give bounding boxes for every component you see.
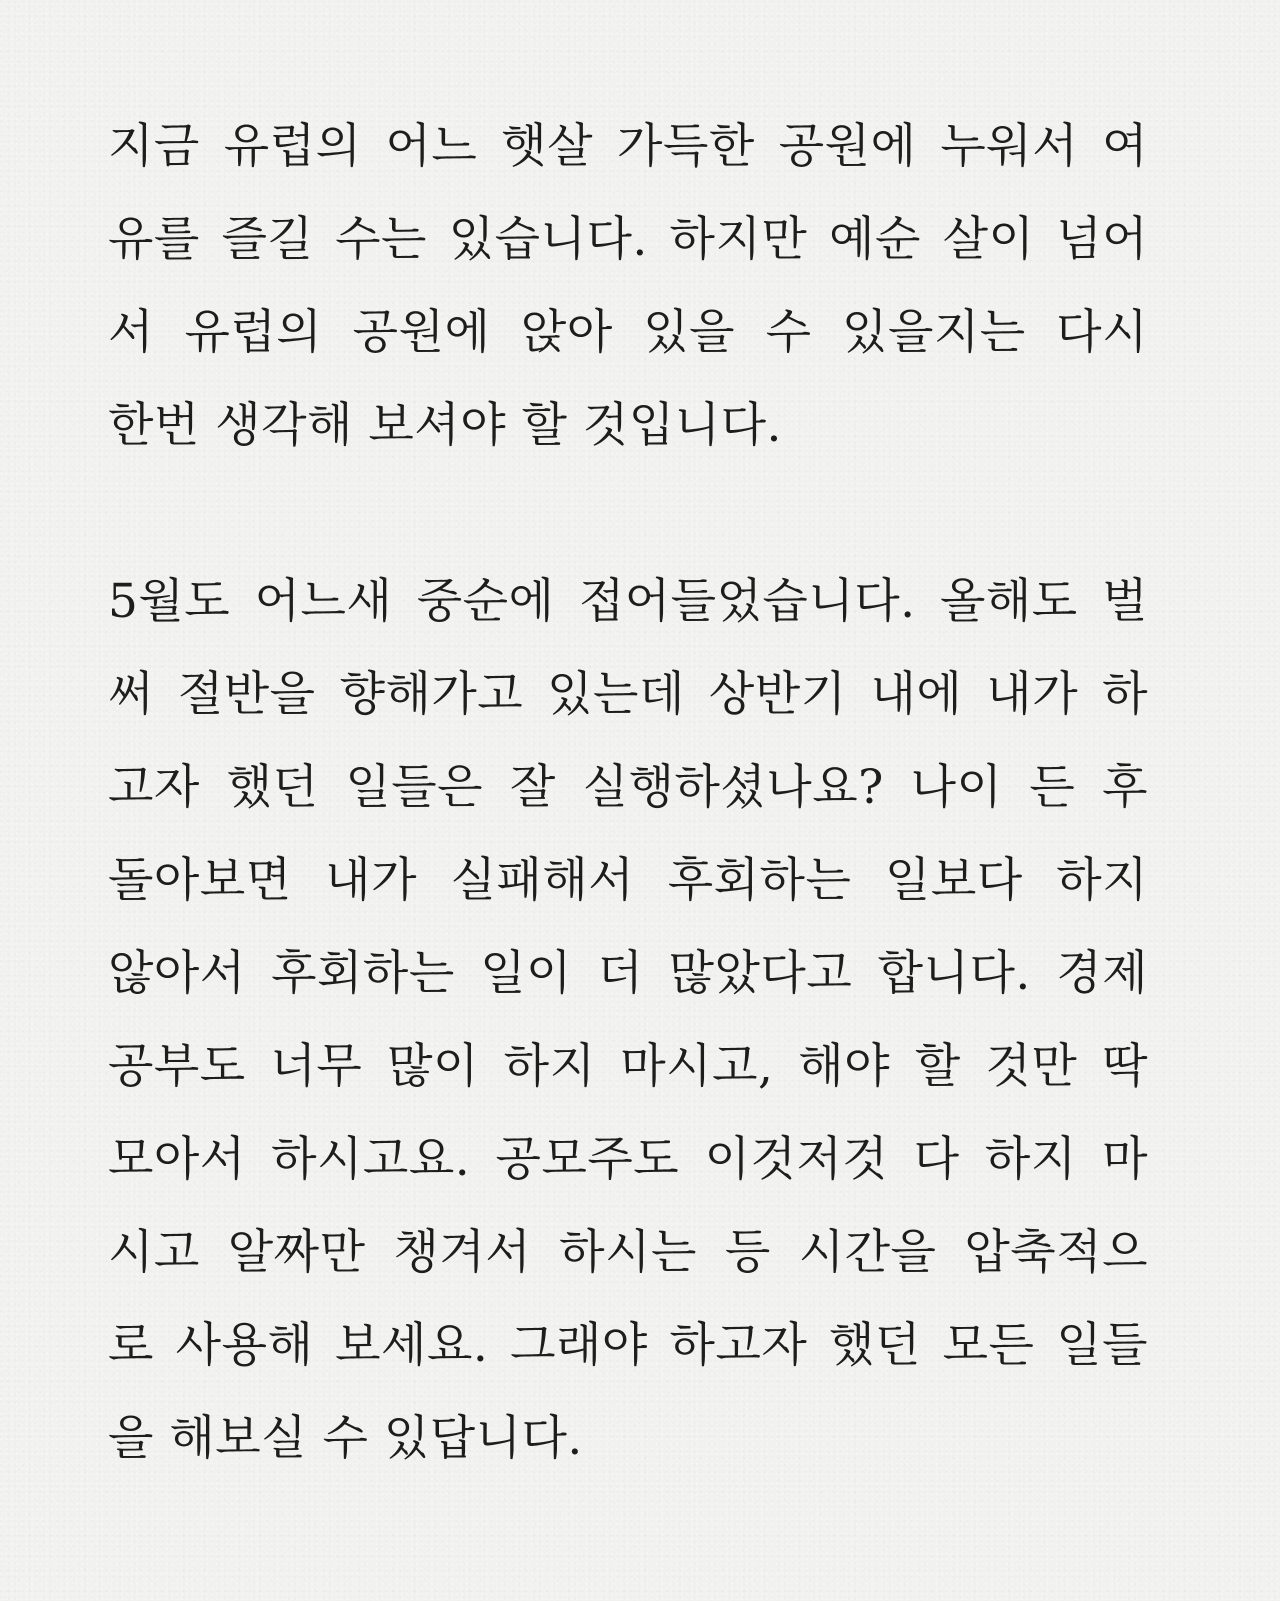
paragraph-1-line-2: 유를 즐길 수는 있습니다. 하지만 예순 살이 넘어 — [108, 212, 1148, 267]
paragraph-2-line-9: 로 사용해 보세요. 그래야 하고자 했던 모든 일들 — [108, 1318, 1148, 1373]
paragraph-1-line-1: 지금 유럽의 어느 햇살 가득한 공원에 누워서 여 — [108, 119, 1148, 174]
paragraph-2-line-6: 공부도 너무 많이 하지 마시고, 해야 할 것만 딱 — [108, 1039, 1148, 1094]
paragraph-2 — [108, 555, 1148, 1485]
paragraph-1-line-3: 서 유럽의 공원에 앉아 있을 수 있을지는 다시 — [108, 305, 1148, 360]
paragraph-2-line-1: 5월도 어느새 중순에 접어들었습니다. 올해도 벌 — [108, 574, 1148, 629]
paragraph-2-line-10: 을 해보실 수 있답니다. — [108, 1411, 583, 1466]
paragraph-2-line-5: 않아서 후회하는 일이 더 많았다고 합니다. 경제 — [108, 946, 1148, 1001]
paragraph-2-line-4: 돌아보면 내가 실패해서 후회하는 일보다 하지 — [108, 853, 1148, 908]
paragraph-1 — [108, 100, 1148, 472]
paragraph-1-line-4: 한번 생각해 보셔야 할 것입니다. — [108, 398, 782, 453]
paragraph-2-line-8: 시고 알짜만 챙겨서 하시는 등 시간을 압축적으 — [108, 1225, 1148, 1280]
paragraph-2-line-7: 모아서 하시고요. 공모주도 이것저것 다 하지 마 — [108, 1132, 1148, 1187]
paragraph-2-line-2: 써 절반을 향해가고 있는데 상반기 내에 내가 하 — [108, 667, 1148, 722]
paragraph-2-line-3: 고자 했던 일들은 잘 실행하셨나요? 나이 든 후 — [108, 760, 1148, 815]
